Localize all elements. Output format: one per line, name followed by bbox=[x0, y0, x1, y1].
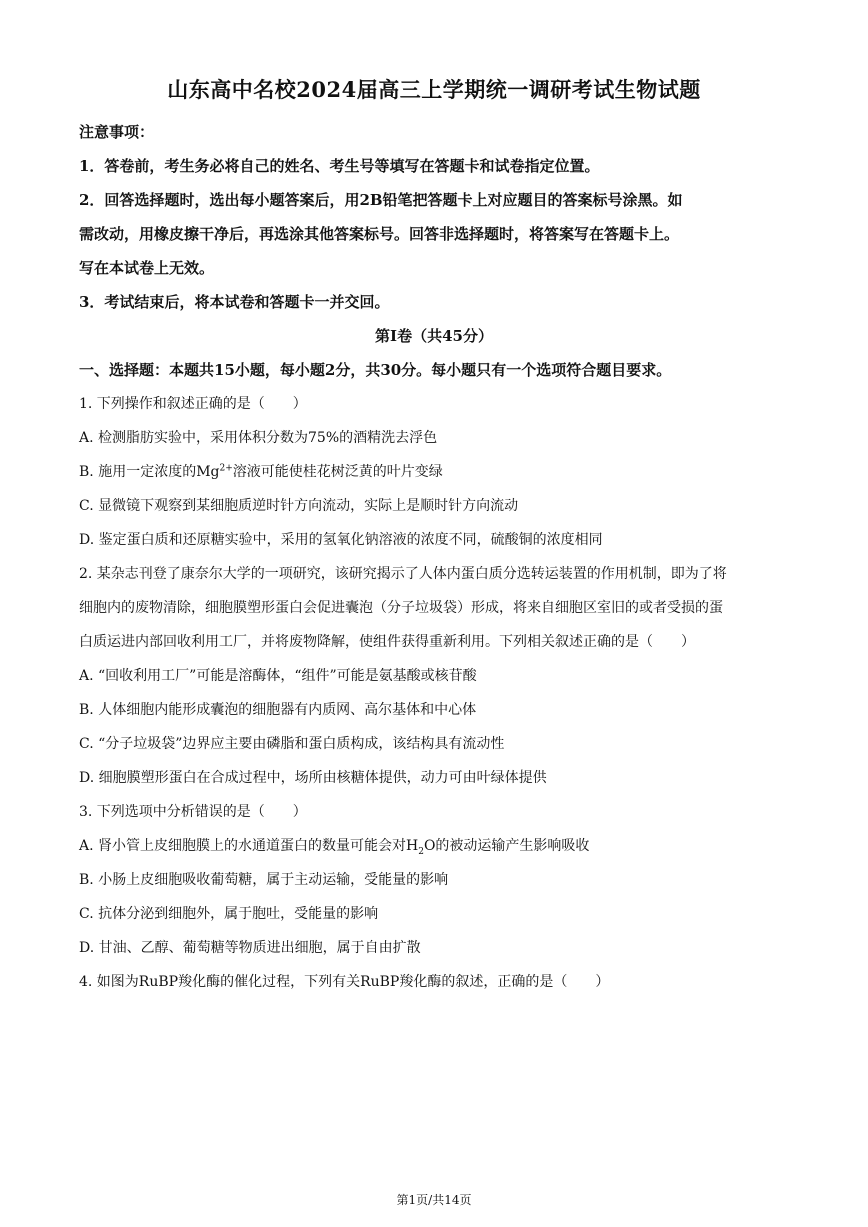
q1-option-c: C. 显微镜下观察到某细胞质逆时针方向流动，实际上是顺时针方向流动 bbox=[79, 498, 519, 514]
q1-stem: 1. 下列操作和叙述正确的是（ ） bbox=[79, 396, 307, 412]
page-title: 山东高中名校2024届高三上学期统一调研考试生物试题 bbox=[167, 77, 701, 102]
notice-item-2-line-1: 2．回答选择题时，选出每小题答案后，用2B铅笔把答题卡上对应题目的答案标号涂黑。如 bbox=[79, 191, 683, 209]
q2-option-d: D. 细胞膜塑形蛋白在合成过程中，场所由核糖体提供，动力可由叶绿体提供 bbox=[79, 770, 547, 786]
page-footer: 第1页/共14页 bbox=[396, 1193, 472, 1207]
q1-option-b-post: 溶液可能使桂花树泛黄的叶片变绿 bbox=[232, 464, 443, 480]
q3-option-a-sub: 2 bbox=[418, 846, 424, 857]
notice-item-1: 1．答卷前，考生务必将自己的姓名、考生号等填写在答题卡和试卷指定位置。 bbox=[79, 157, 600, 175]
q1-option-b-sup: 2+ bbox=[219, 463, 233, 474]
q2-stem-line-2: 细胞内的废物清除，细胞膜塑形蛋白会促进囊泡（分子垃圾袋）形成，将来自细胞区室旧的或者受损的蛋 bbox=[79, 600, 723, 616]
notice-item-3: 3．考试结束后，将本试卷和答题卡一并交回。 bbox=[79, 293, 390, 311]
q2-stem-line-3: 白质运进内部回收利用工厂，并将废物降解，使组件获得重新利用。下列相关叙述正确的是（ ） bbox=[79, 634, 695, 650]
q3-option-d: D. 甘油、乙醇、葡萄糖等物质进出细胞，属于自由扩散 bbox=[79, 940, 421, 956]
q3-option-c: C. 抗体分泌到细胞外，属于胞吐，受能量的影响 bbox=[79, 906, 379, 922]
section-title: 第Ⅰ卷（共45分） bbox=[375, 327, 493, 345]
q3-option-b: B. 小肠上皮细胞吸收葡萄糖，属于主动运输，受能量的影响 bbox=[79, 872, 449, 888]
q2-option-c: C. “分子垃圾袋”边界应主要由磷脂和蛋白质构成，该结构具有流动性 bbox=[79, 736, 505, 752]
notice-item-2-line-3: 写在本试卷上无效。 bbox=[79, 259, 215, 277]
q1-option-d: D. 鉴定蛋白质和还原糖实验中，采用的氢氧化钠溶液的浓度不同，硫酸铜的浓度相同 bbox=[79, 532, 603, 548]
part1-heading: 一、选择题：本题共15小题，每小题2分，共30分。每小题只有一个选项符合题目要求。 bbox=[79, 361, 672, 379]
q3-option-a bbox=[79, 836, 794, 856]
q4-stem: 4. 如图为RuBP羧化酶的催化过程，下列有关RuBP羧化酶的叙述，正确的是（ ） bbox=[79, 974, 610, 990]
q3-option-a-pre: A. 肾小管上皮细胞膜上的水通道蛋白的数量可能会对H bbox=[79, 838, 419, 854]
notice-item-2-line-2: 需改动，用橡皮擦干净后，再选涂其他答案标号。回答非选择题时，将答案写在答题卡上。 bbox=[79, 225, 680, 243]
q3-stem: 3. 下列选项中分析错误的是（ ） bbox=[79, 804, 307, 820]
q2-option-b: B. 人体细胞内能形成囊泡的细胞器有内质网、高尔基体和中心体 bbox=[79, 702, 477, 718]
q3-option-a-post: O的被动运输产生影响吸收 bbox=[423, 838, 590, 854]
q1-option-a: A. 检测脂肪实验中，采用体积分数为75%的酒精洗去浮色 bbox=[79, 430, 438, 446]
notice-heading: 注意事项： bbox=[79, 123, 155, 141]
q1-option-b-pre: B. 施用一定浓度的Mg bbox=[79, 464, 220, 480]
q2-option-a: A. “回收利用工厂”可能是溶酶体，“组件”可能是氨基酸或核苷酸 bbox=[79, 668, 477, 684]
q1-option-b bbox=[79, 462, 794, 482]
q2-stem-line-1: 2. 某杂志刊登了康奈尔大学的一项研究，该研究揭示了人体内蛋白质分选转运装置的作用机制，即为了将 bbox=[79, 566, 727, 582]
